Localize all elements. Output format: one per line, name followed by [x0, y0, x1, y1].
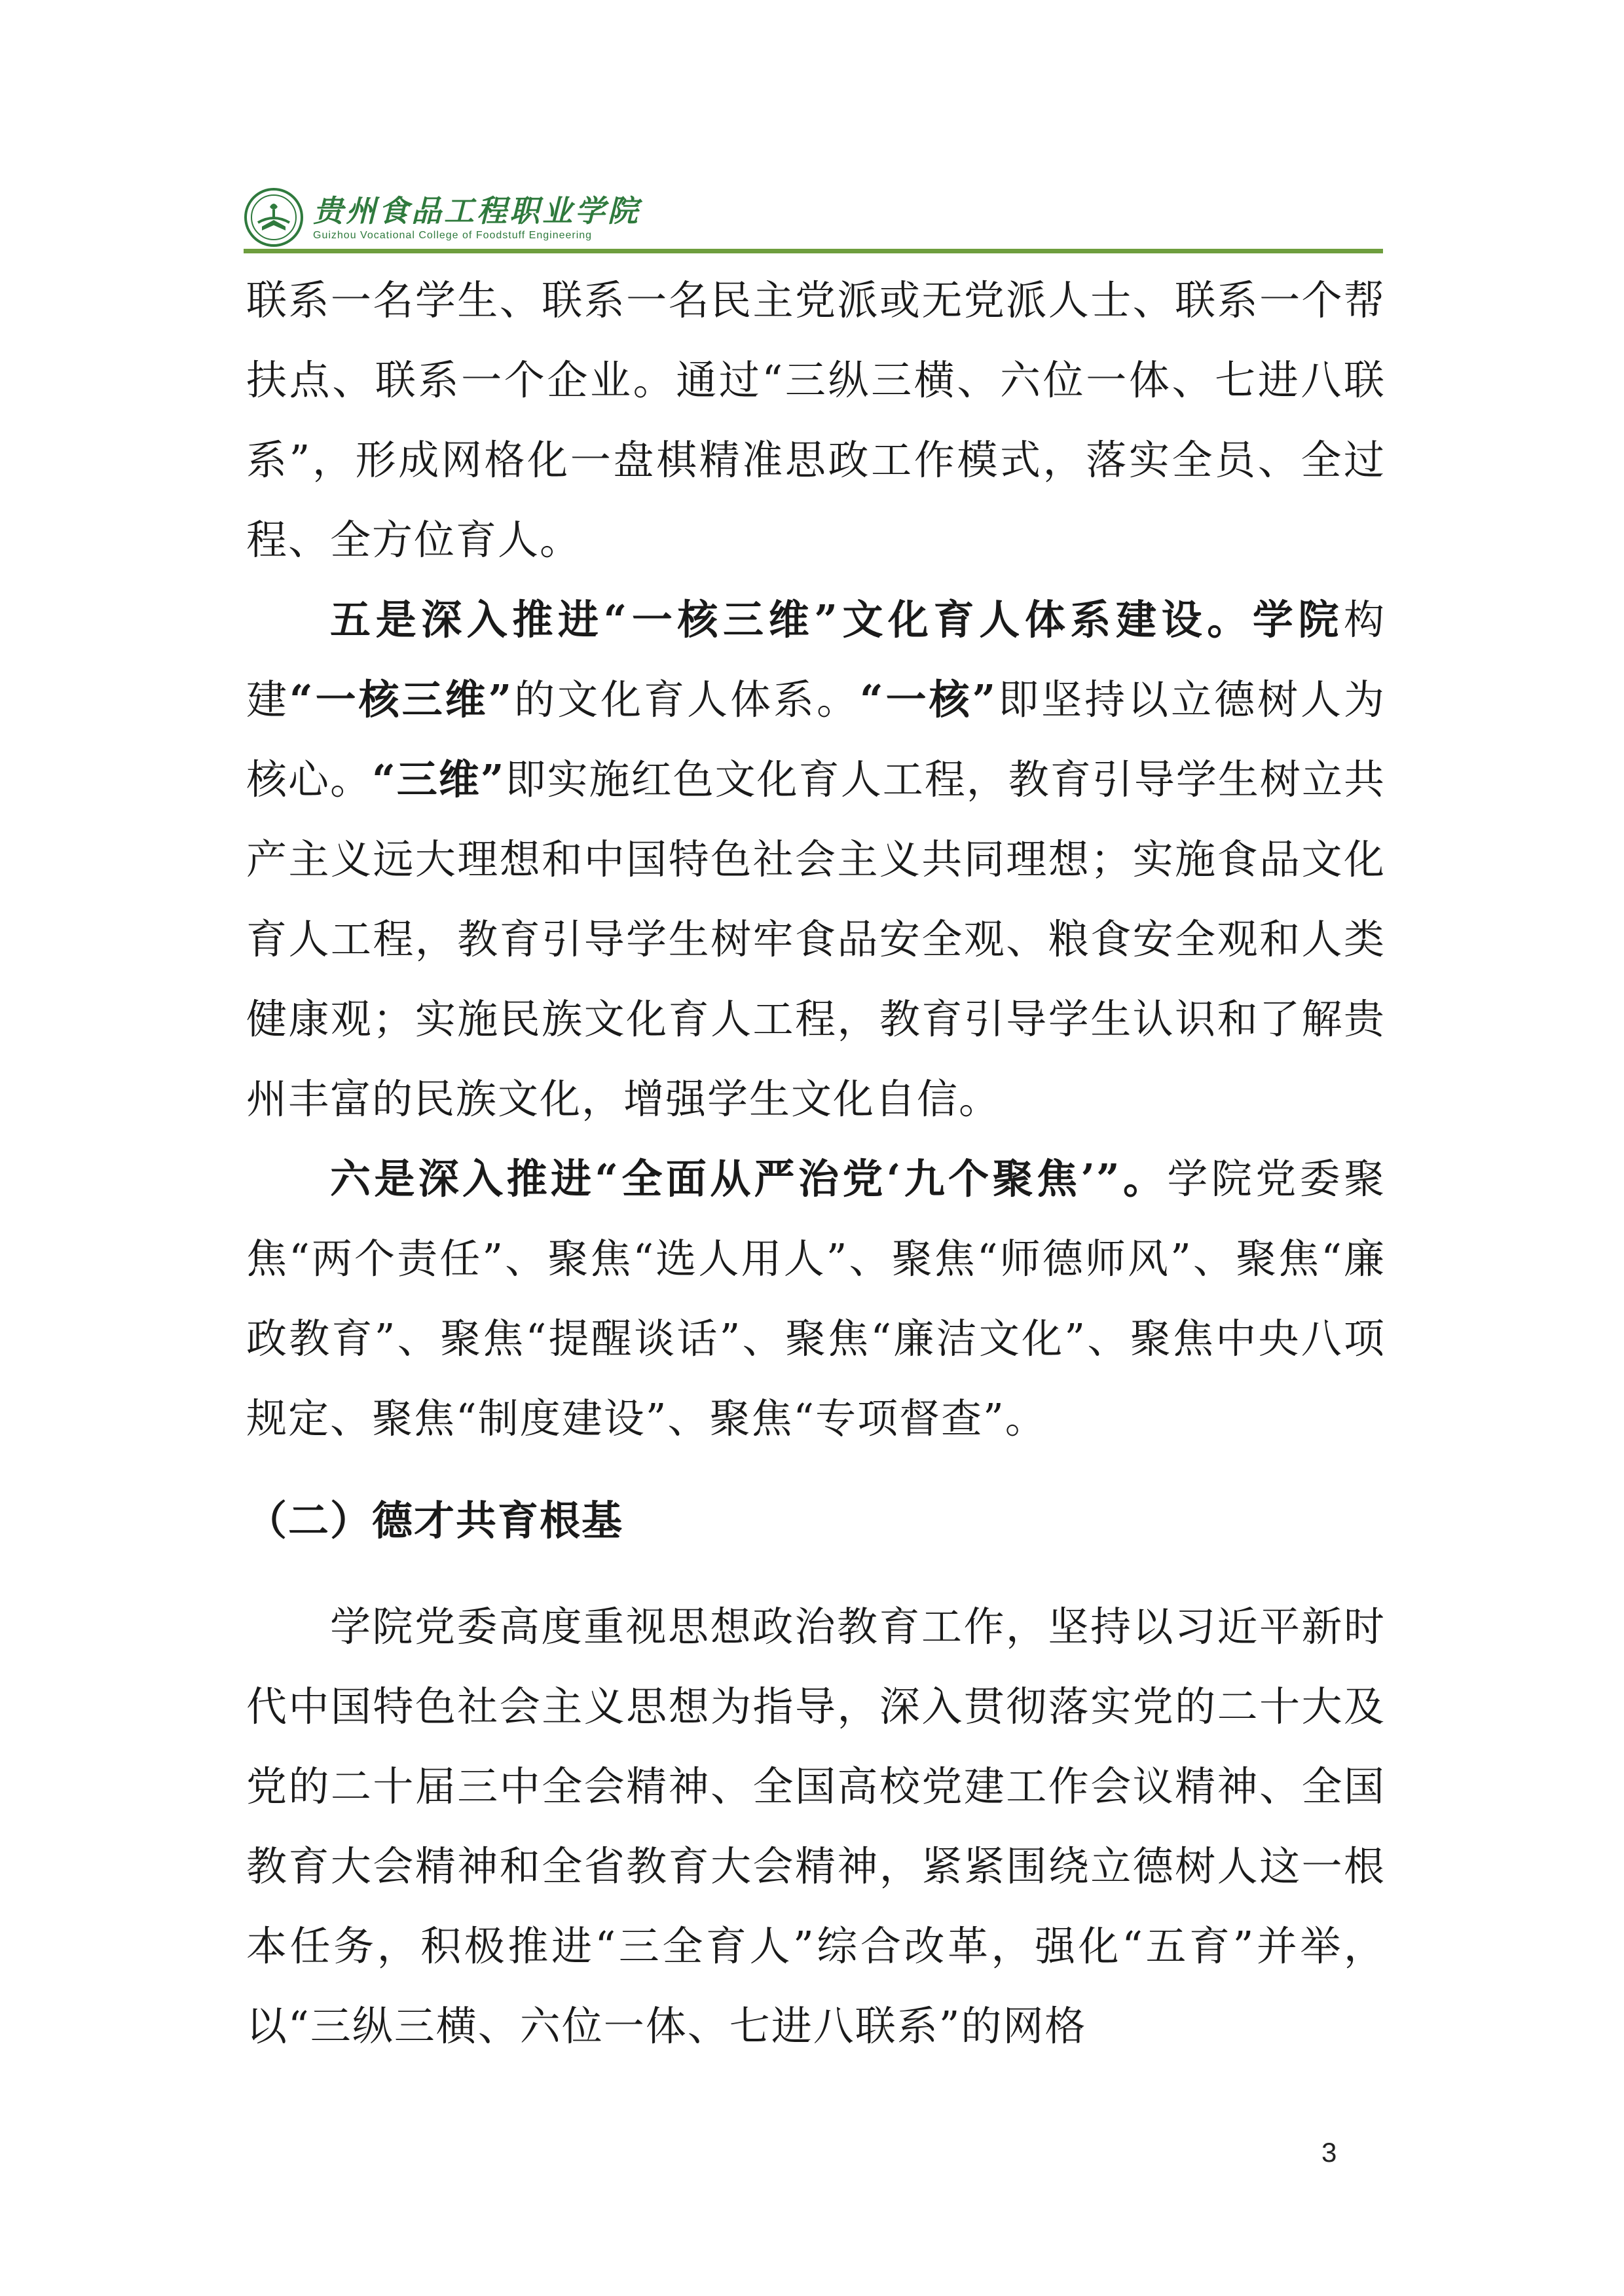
paragraph-2-text-3: 即坚持以立德树人为核心。: [246, 676, 1386, 803]
document-body: [246, 261, 1386, 2066]
paragraph-2-bold-2: “一核”: [859, 676, 997, 723]
paragraph-2-bold-3: “三维”: [372, 756, 506, 803]
paragraph-2-text-4: 即实施红色文化育人工程，教育引导学生树立共产主义远大理想和中国特色社会主义共同理想；实施食品文化育人工程，教育引导学生树牢食品安全观、粮食安全观和人类健康观；实施民族文化育人工程，教育引导学生认识和了解贵州丰富的民族文化，增强学生文化自信。: [246, 756, 1386, 1123]
college-name-en: Guizhou Vocational College of Foodstuff Engineering: [313, 230, 593, 241]
section-heading: （二）德才共育根基: [246, 1497, 624, 1544]
paragraph-1: 联系一名学生、联系一名民主党派或无党派人士、联系一个帮扶点、联系一个企业。通过“三纵三横、六位一体、七进八联系”，形成网格化一盘棋精准思政工作模式，落实全员、全过程、全方位育人。: [246, 276, 1386, 564]
paragraph-3-rest: 学院党委聚焦“两个责任”、聚焦“选人用人”、聚焦“师德师风”、聚焦“廉政教育”、聚焦“提醒谈话”、聚焦“廉洁文化”、聚焦中央八项规定、聚焦“制度建设”、聚焦“专项督查”。: [246, 1155, 1386, 1442]
page-number: 3: [1321, 2137, 1337, 2168]
college-logo: [244, 186, 640, 249]
paragraph-2-lead: 五是深入推进“一核三维”文化育人体系建设。学院: [330, 596, 1344, 644]
paragraph-2: [246, 580, 1386, 1139]
paragraph-2-text-2: 的文化育人体系。: [513, 676, 860, 723]
college-name-cn: 贵州食品工程职业学院: [313, 193, 640, 228]
paragraph-2-bold-1: “一核三维”: [289, 676, 513, 723]
page-header: [244, 186, 1383, 258]
paragraph-4: 学院党委高度重视思想政治教育工作，坚持以习近平新时代中国特色社会主义思想为指导，深入贯彻落实党的二十大及党的二十届三中全会精神、全国高校党建工作会议精神、全国教育大会精神和全省教育大会精神，紧紧围绕立德树人这一根本任务，积极推进“三全育人”综合改革，强化“五育”并举，以“三纵三横、六位一体、七进八联系”的网格: [246, 1603, 1386, 2050]
college-emblem-icon: [244, 187, 304, 247]
paragraph-3: [246, 1139, 1386, 1459]
paragraph-2-text-1: 构建: [246, 596, 1386, 723]
paragraph-3-lead: 六是深入推进“全面从严治党‘九个聚焦’”。: [330, 1155, 1168, 1203]
header-divider: [244, 249, 1383, 253]
